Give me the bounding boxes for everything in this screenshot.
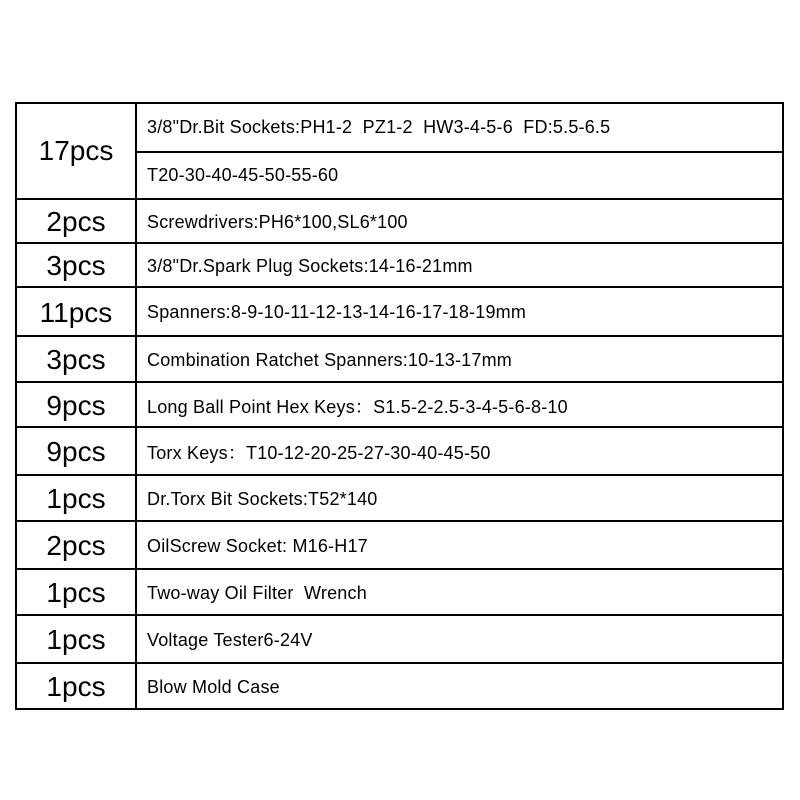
table-row	[17, 474, 782, 522]
quantity-cell: 9pcs	[46, 389, 106, 421]
table-row	[17, 335, 782, 383]
table-row	[17, 198, 782, 244]
parts-list-table	[15, 102, 784, 710]
description-cell: Two-way Oil Filter Wrench	[147, 582, 367, 603]
quantity-cell: 1pcs	[46, 671, 106, 702]
quantity-cell: 2pcs	[46, 530, 106, 561]
quantity-cell: 1pcs	[46, 624, 106, 655]
quantity-cell: 2pcs	[46, 206, 106, 237]
description-cell: Voltage Tester6-24V	[147, 629, 313, 650]
description-cell: Long Ball Point Hex Keys：S1.5-2-2.5-3-4-5-6-8-10	[147, 396, 568, 417]
quantity-cell: 9pcs	[46, 436, 106, 467]
table-row	[17, 520, 782, 570]
description-cell: Screwdrivers:PH6*100,SL6*100	[147, 211, 408, 232]
quantity-cell: 17pcs	[38, 135, 114, 166]
table-row	[17, 614, 782, 664]
quantity-cell: 3pcs	[46, 250, 106, 281]
table-row	[17, 104, 782, 198]
description-cell: Combination Ratchet Spanners:10-13-17mm	[147, 349, 512, 370]
description-cell: OilScrew Socket: M16-H17	[147, 535, 368, 556]
quantity-cell: 1pcs	[46, 483, 106, 514]
description-cell: 3/8"Dr.Spark Plug Sockets:14-16-21mm	[147, 255, 473, 276]
table-row	[17, 426, 782, 476]
table-row	[17, 568, 782, 616]
quantity-cell: 3pcs	[46, 344, 106, 375]
description-line: 3/8"Dr.Bit Sockets:PH1-2 PZ1-2 HW3-4-5-6 FD:5.5-6.5	[147, 117, 611, 137]
quantity-cell: 1pcs	[46, 577, 106, 608]
table-row	[17, 286, 782, 337]
description-cell: Dr.Torx Bit Sockets:T52*140	[147, 488, 378, 509]
table-row	[17, 662, 782, 710]
description-cell: Spanners:8-9-10-11-12-13-14-16-17-18-19mm	[147, 302, 527, 322]
description-cell: Torx Keys：T10-12-20-25-27-30-40-45-50	[147, 443, 491, 463]
quantity-cell: 11pcs	[39, 296, 113, 328]
description-cell: Blow Mold Case	[147, 676, 280, 697]
description-line: T20-30-40-45-50-55-60	[147, 165, 339, 185]
table-row	[17, 242, 782, 288]
table-row	[17, 381, 782, 428]
